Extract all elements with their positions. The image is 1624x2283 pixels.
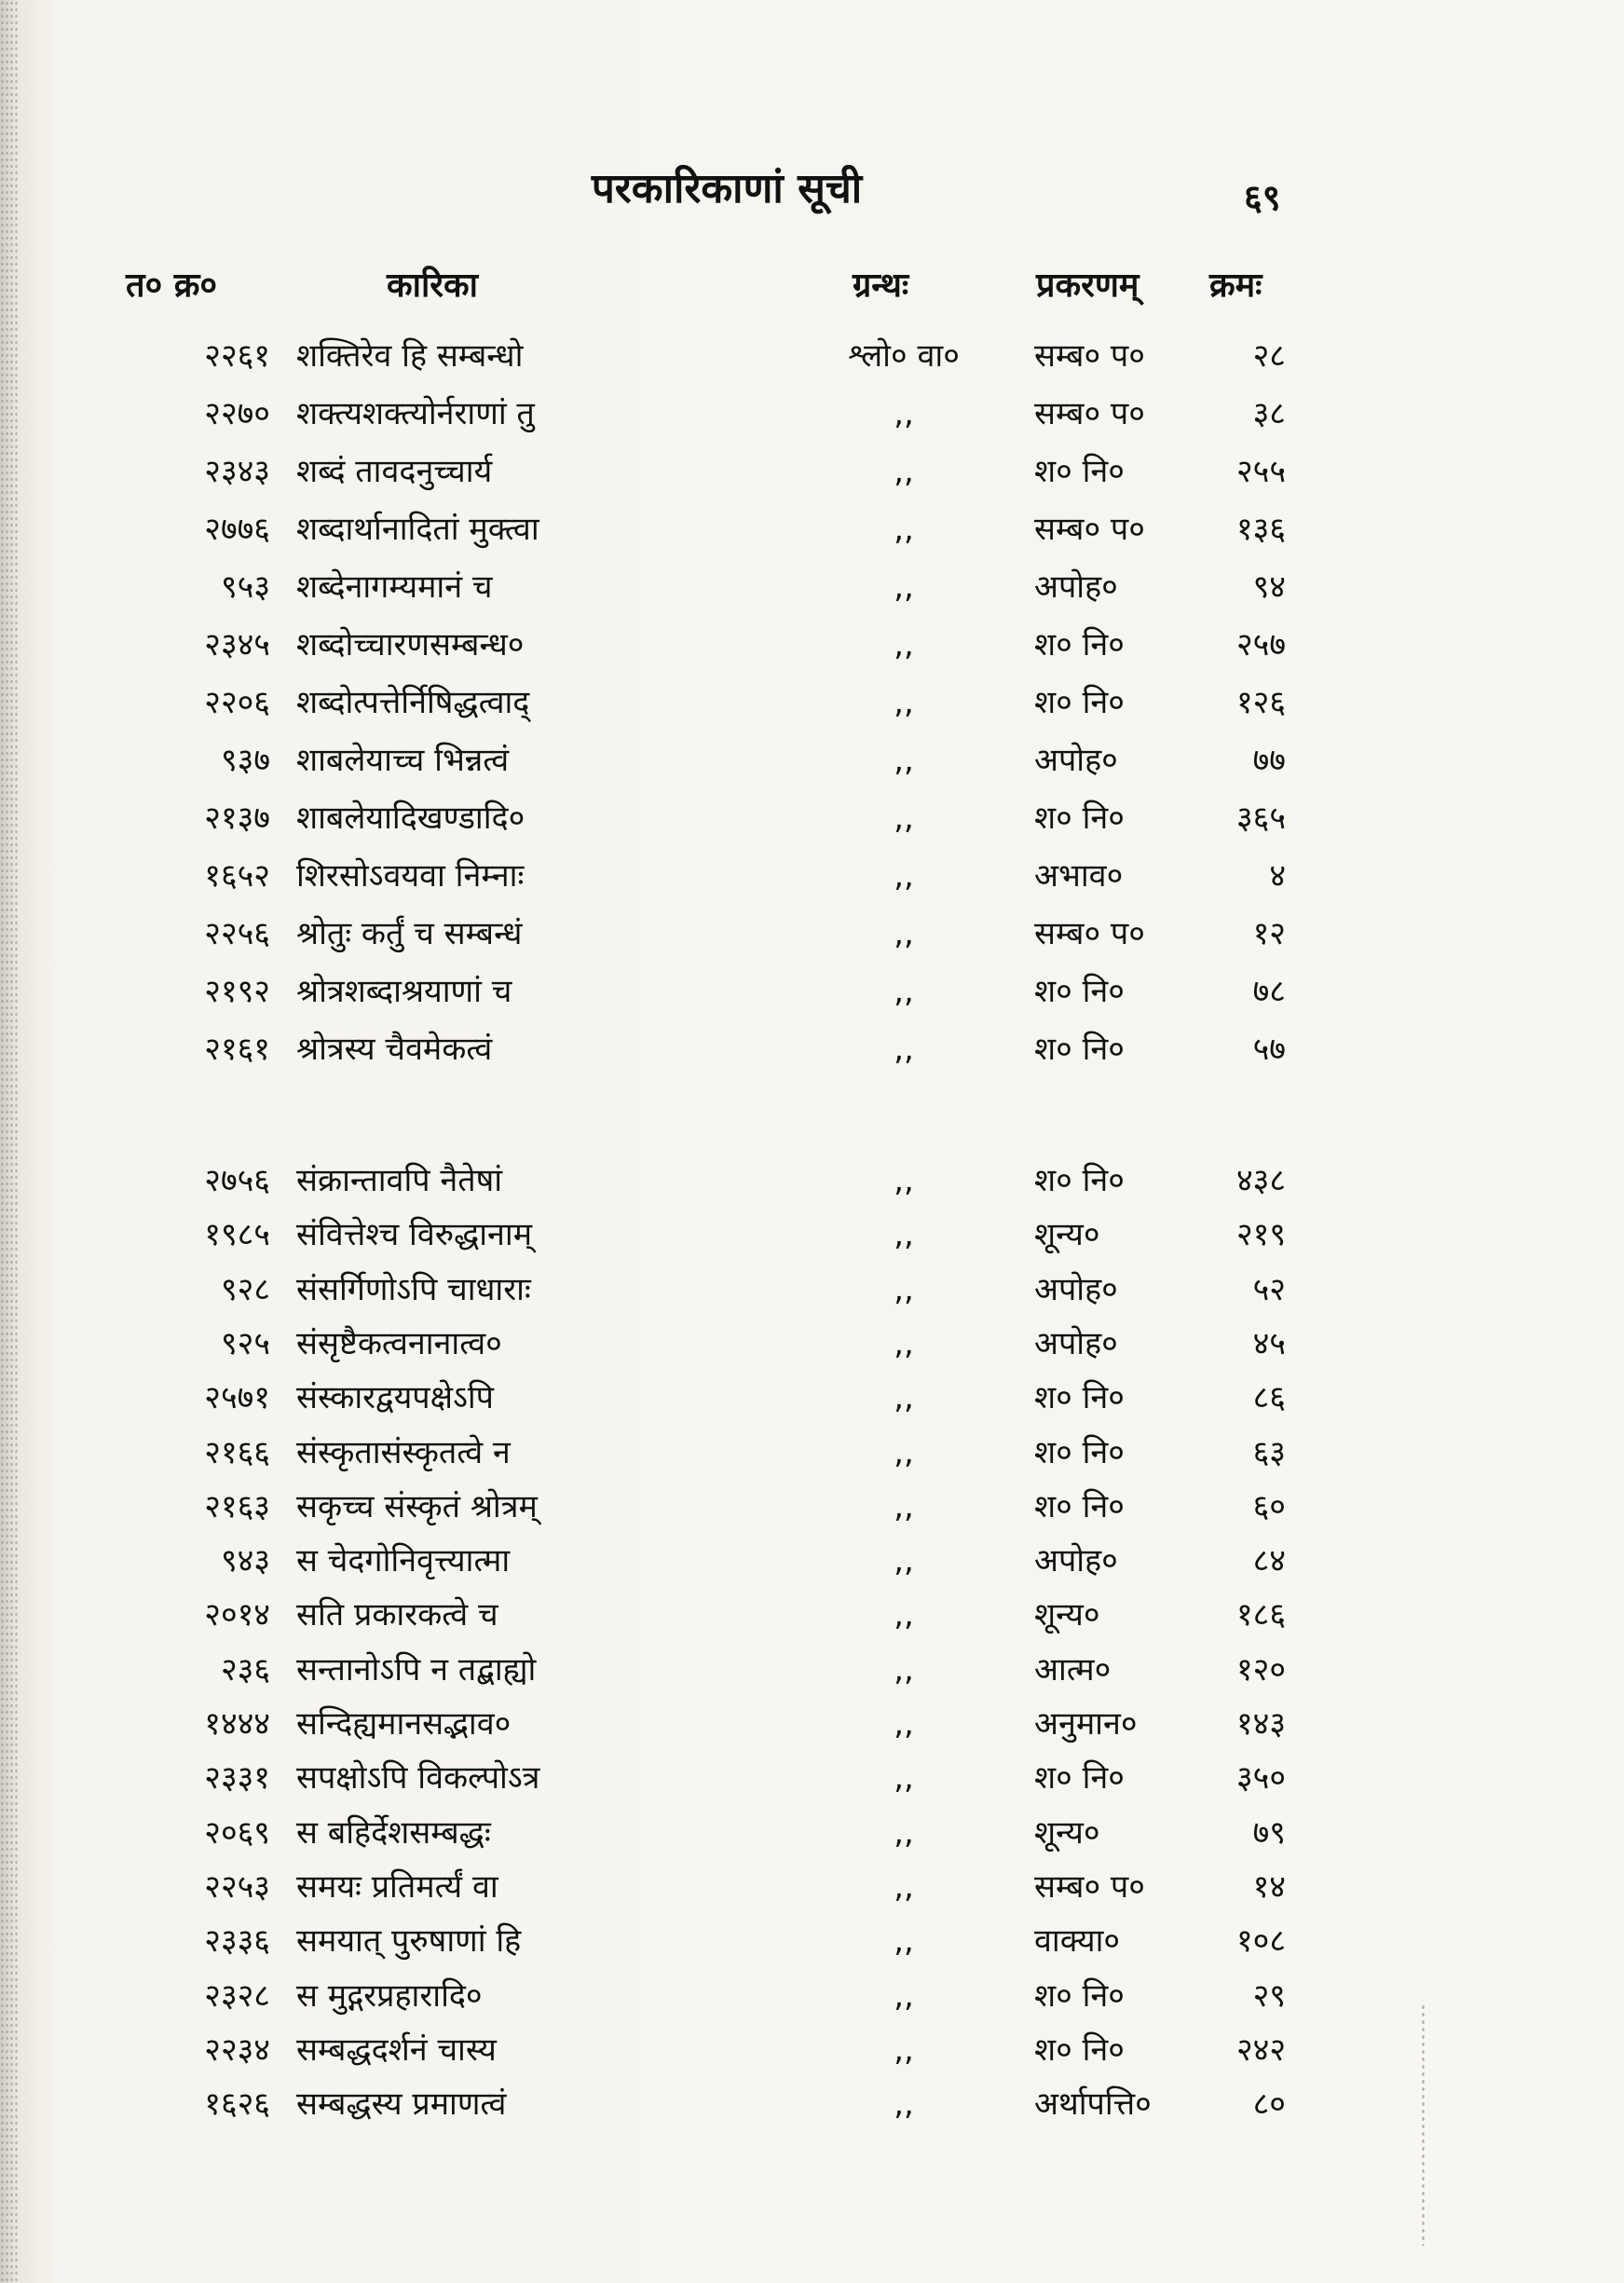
entry-number: २१६६ <box>204 1433 270 1471</box>
entry-number: २७७६ <box>204 511 270 548</box>
entry-krama: २८ <box>1252 337 1286 375</box>
entry-grantha: ,, <box>894 1650 914 1688</box>
entry-krama: १०८ <box>1235 1922 1286 1961</box>
entry-grantha: ,, <box>894 915 914 952</box>
entry-prakarana: श० नि० <box>1034 684 1125 721</box>
entry-karika: सकृच्च संस्कृतं श्रोत्रम् <box>296 1487 538 1525</box>
entry-number: १६२६ <box>204 2085 270 2124</box>
entry-krama: १४ <box>1252 1867 1286 1906</box>
entry-karika: शाबलेयाच्च भिन्नत्वं <box>296 742 510 779</box>
entry-krama: ९४ <box>1252 568 1286 606</box>
entry-grantha: ,, <box>894 1596 914 1634</box>
table-row <box>0 331 1624 387</box>
entry-krama: ४ <box>1269 857 1286 895</box>
entry-karika: संवित्तेश्च विरुद्धानाम् <box>296 1216 533 1254</box>
table-row <box>0 620 1624 676</box>
entry-number: १६५२ <box>204 857 270 895</box>
entry-number: २१६१ <box>204 1031 270 1068</box>
entry-prakarana: श० नि० <box>1034 973 1125 1010</box>
entry-prakarana: अनुमान० <box>1034 1705 1138 1743</box>
entry-number: २७५६ <box>204 1162 270 1199</box>
entry-number: २२६१ <box>204 337 270 375</box>
entry-prakarana: अपोह० <box>1034 1542 1118 1580</box>
entry-krama: १२ <box>1252 915 1286 952</box>
entry-karika: शब्दोत्पत्तेर्निषिद्धत्वाद् <box>296 684 530 721</box>
entry-number: २०६९ <box>204 1813 270 1852</box>
entry-krama: ६३ <box>1252 1433 1286 1471</box>
entry-grantha: ,, <box>894 511 914 548</box>
page-title: परकारिकाणां सूची <box>591 165 863 212</box>
entry-prakarana: अर्थापत्ति० <box>1034 2085 1152 2124</box>
header-grantha: ग्रन्थः <box>853 266 909 305</box>
entry-krama: १३६ <box>1235 511 1286 548</box>
entry-number: २३३६ <box>204 1922 270 1961</box>
entry-karika: समयात् पुरुषाणां हि <box>296 1922 522 1961</box>
entry-grantha: ,, <box>894 395 914 432</box>
entry-krama: ४३८ <box>1235 1162 1286 1199</box>
entry-number: २३३१ <box>204 1759 270 1798</box>
entry-karika: शब्दं तावदनुच्चार्य <box>296 453 493 490</box>
entry-grantha: ,, <box>894 1813 914 1852</box>
table-row <box>0 504 1624 560</box>
table-row <box>0 1265 1624 1320</box>
table-row <box>0 851 1624 907</box>
entry-prakarana: आत्म० <box>1034 1650 1112 1688</box>
entry-krama: ३८ <box>1252 395 1286 432</box>
table-row <box>0 1210 1624 1265</box>
entry-karika: संक्रान्तावपि नैतेषां <box>296 1162 503 1199</box>
entry-grantha: ,, <box>894 973 914 1010</box>
header-krama: क्रमः <box>1209 266 1262 305</box>
entry-number: २१९२ <box>204 973 270 1010</box>
entry-krama: १८६ <box>1235 1596 1286 1634</box>
table-row <box>0 389 1624 444</box>
entry-krama: २९ <box>1252 1976 1286 2015</box>
entry-prakarana: श० नि० <box>1034 1976 1125 2015</box>
entry-krama: २४२ <box>1235 2030 1286 2069</box>
entry-number: २२३४ <box>204 2030 270 2069</box>
entry-karika: शाबलेयादिखण्डादि० <box>296 800 525 837</box>
entry-grantha: ,, <box>894 684 914 721</box>
entry-grantha: ,, <box>894 1487 914 1525</box>
entry-karika: सन्दिह्यमानसद्भाव० <box>296 1705 512 1743</box>
page-number: ६९ <box>1244 176 1281 218</box>
entry-karika: शब्दार्थानादितां मुक्त्वा <box>296 511 539 548</box>
entry-karika: शब्दोच्चारणसम्बन्ध० <box>296 626 525 663</box>
entry-number: ९३७ <box>220 742 270 779</box>
entry-krama: २५७ <box>1235 626 1286 663</box>
entry-prakarana: श० नि० <box>1034 1487 1125 1525</box>
table-row <box>0 1482 1624 1538</box>
entry-number: २५७१ <box>204 1379 270 1417</box>
table-row <box>0 966 1624 1022</box>
entry-krama: ८६ <box>1252 1379 1286 1417</box>
entry-karika: श्रोत्रस्य चैवमेकत्वं <box>296 1031 493 1068</box>
table-row <box>0 1590 1624 1646</box>
header-number: त० क्र० <box>126 266 218 305</box>
table-row <box>0 1971 1624 2027</box>
entry-prakarana: अपोह० <box>1034 742 1118 779</box>
table-row <box>0 909 1624 964</box>
entry-grantha: ,, <box>894 1867 914 1906</box>
entry-karika: सपक्षोऽपि विकल्पोऽत्र <box>296 1759 540 1798</box>
entry-karika: सम्बद्धस्य प्रमाणत्वं <box>296 2085 507 2124</box>
entry-number: ९२८ <box>220 1270 270 1308</box>
entry-grantha: ,, <box>894 453 914 490</box>
entry-karika: संस्कृतासंस्कृतत्वे न <box>296 1433 511 1471</box>
entry-karika: संसर्गिणोऽपि चाधाराः <box>296 1270 531 1308</box>
entry-number: २३४३ <box>204 453 270 490</box>
entry-karika: सन्तानोऽपि न तद्बाह्यो <box>296 1650 537 1688</box>
entry-prakarana: सम्ब० प० <box>1034 395 1145 432</box>
table-row <box>0 1753 1624 1809</box>
entry-krama: ६० <box>1252 1487 1286 1525</box>
entry-krama: १४३ <box>1235 1705 1286 1743</box>
entry-karika: शिरसोऽवयवा निम्नाः <box>296 857 525 895</box>
table-row <box>0 2079 1624 2135</box>
entry-number: २२७० <box>204 395 270 432</box>
table-row <box>0 562 1624 618</box>
entry-grantha: ,, <box>894 1976 914 2015</box>
entry-prakarana: श० नि० <box>1034 2030 1125 2069</box>
entry-karika: सम्बद्धदर्शनं चास्य <box>296 2030 497 2069</box>
entry-number: २२५३ <box>204 1867 270 1906</box>
entry-grantha: ,, <box>894 2085 914 2124</box>
entry-number: ९५३ <box>220 568 270 606</box>
entry-karika: शब्देनागम्यमानं च <box>296 568 493 606</box>
table-row <box>0 1024 1624 1080</box>
entry-prakarana: श० नि० <box>1034 1433 1125 1471</box>
entry-number: २३२८ <box>204 1976 270 2015</box>
entry-krama: ३६५ <box>1235 800 1286 837</box>
entry-grantha: ,, <box>894 1216 914 1254</box>
entry-prakarana: सम्ब० प० <box>1034 511 1145 548</box>
entry-krama: ८४ <box>1252 1542 1286 1580</box>
entry-prakarana: श० नि० <box>1034 1379 1125 1417</box>
entry-karika: सति प्रकारकत्वे च <box>296 1596 498 1634</box>
entry-grantha: ,, <box>894 1705 914 1743</box>
entry-prakarana: श० नि० <box>1034 453 1125 490</box>
table-row <box>0 1699 1624 1755</box>
entry-grantha: ,, <box>894 857 914 895</box>
entry-prakarana: श० नि० <box>1034 1031 1125 1068</box>
entry-prakarana: अपोह० <box>1034 1270 1118 1308</box>
table-row <box>0 1319 1624 1374</box>
entry-grantha: ,, <box>894 1542 914 1580</box>
entry-number: १९८५ <box>204 1216 270 1254</box>
entry-number: ९२५ <box>220 1324 270 1362</box>
entry-number: १४४४ <box>204 1705 270 1743</box>
entry-krama: १२६ <box>1235 684 1286 721</box>
entry-number: २०१४ <box>204 1596 270 1634</box>
entry-karika: समयः प्रतिमर्त्यं वा <box>296 1867 498 1906</box>
entry-prakarana: सम्ब० प० <box>1034 915 1145 952</box>
header-prakarana: प्रकरणम् <box>1036 266 1140 305</box>
entry-grantha: ,, <box>894 568 914 606</box>
entry-grantha: ,, <box>894 1379 914 1417</box>
entry-krama: ७८ <box>1252 973 1286 1010</box>
entry-krama: १२० <box>1235 1650 1286 1688</box>
entry-karika: स चेदगोनिवृत्त्यात्मा <box>296 1542 511 1580</box>
entry-grantha: ,, <box>894 1759 914 1798</box>
entry-number: २२५६ <box>204 915 270 952</box>
entry-grantha: ,, <box>894 2030 914 2069</box>
entry-grantha: श्लो० वा० <box>848 337 960 375</box>
entry-grantha: ,, <box>894 1270 914 1308</box>
table-row <box>0 446 1624 502</box>
entry-number: २२०६ <box>204 684 270 721</box>
entry-prakarana: अभाव० <box>1034 857 1124 895</box>
table-row <box>0 1155 1624 1211</box>
entry-prakarana: सम्ब० प० <box>1034 1867 1145 1906</box>
entry-number: २३६ <box>220 1650 270 1688</box>
entry-prakarana: श० नि० <box>1034 1759 1125 1798</box>
entry-grantha: ,, <box>894 1922 914 1961</box>
entry-krama: ४५ <box>1252 1324 1286 1362</box>
entry-prakarana: शून्य० <box>1034 1813 1100 1852</box>
entry-krama: ८० <box>1252 2085 1286 2124</box>
table-row <box>0 677 1624 733</box>
entry-prakarana: वाक्या० <box>1034 1922 1121 1961</box>
entry-krama: ५७ <box>1252 1031 1286 1068</box>
table-row <box>0 1916 1624 1972</box>
entry-karika: श्रोतुः कर्तुं च सम्बन्धं <box>296 915 523 952</box>
entry-grantha: ,, <box>894 800 914 837</box>
entry-grantha: ,, <box>894 1031 914 1068</box>
entry-krama: ५२ <box>1252 1270 1286 1308</box>
entry-krama: २१९ <box>1235 1216 1286 1254</box>
entry-grantha: ,, <box>894 742 914 779</box>
table-row <box>0 2025 1624 2081</box>
entry-prakarana: श० नि० <box>1034 800 1125 837</box>
entry-krama: ३५० <box>1235 1759 1286 1798</box>
table-row <box>0 735 1624 791</box>
entry-grantha: ,, <box>894 1433 914 1471</box>
entry-grantha: ,, <box>894 1162 914 1199</box>
table-row <box>0 793 1624 849</box>
entry-prakarana: शून्य० <box>1034 1596 1100 1634</box>
entry-prakarana: शून्य० <box>1034 1216 1100 1254</box>
table-row <box>0 1645 1624 1701</box>
entry-number: ९४३ <box>220 1542 270 1580</box>
table-row <box>0 1428 1624 1483</box>
entry-krama: ७९ <box>1252 1813 1286 1852</box>
entry-krama: ७७ <box>1252 742 1286 779</box>
entry-number: २१३७ <box>204 800 270 837</box>
entry-grantha: ,, <box>894 1324 914 1362</box>
table-row <box>0 1862 1624 1918</box>
entry-prakarana: सम्ब० प० <box>1034 337 1145 375</box>
table-row <box>0 1373 1624 1429</box>
entry-karika: शक्त्यशक्त्योर्नराणां तु <box>296 395 535 432</box>
table-row <box>0 1536 1624 1592</box>
entry-karika: शक्तिरेव हि सम्बन्धो <box>296 337 524 375</box>
entry-number: २१६३ <box>204 1487 270 1525</box>
table-row <box>0 1808 1624 1864</box>
entry-karika: स मुद्गरप्रहारादि० <box>296 1976 483 2015</box>
entry-prakarana: अपोह० <box>1034 568 1118 606</box>
entry-prakarana: अपोह० <box>1034 1324 1118 1362</box>
entry-number: २३४५ <box>204 626 270 663</box>
entry-grantha: ,, <box>894 626 914 663</box>
entry-karika: संस्कारद्वयपक्षेऽपि <box>296 1379 494 1417</box>
entry-karika: स बहिर्देशसम्बद्धः <box>296 1813 491 1852</box>
header-karika: कारिका <box>387 266 478 305</box>
entry-prakarana: श० नि० <box>1034 626 1125 663</box>
entry-karika: संसृष्टैकत्वनानात्व० <box>296 1324 502 1362</box>
entry-krama: २५५ <box>1235 453 1286 490</box>
entry-prakarana: श० नि० <box>1034 1162 1125 1199</box>
entry-karika: श्रोत्रशब्दाश्रयाणां च <box>296 973 512 1010</box>
